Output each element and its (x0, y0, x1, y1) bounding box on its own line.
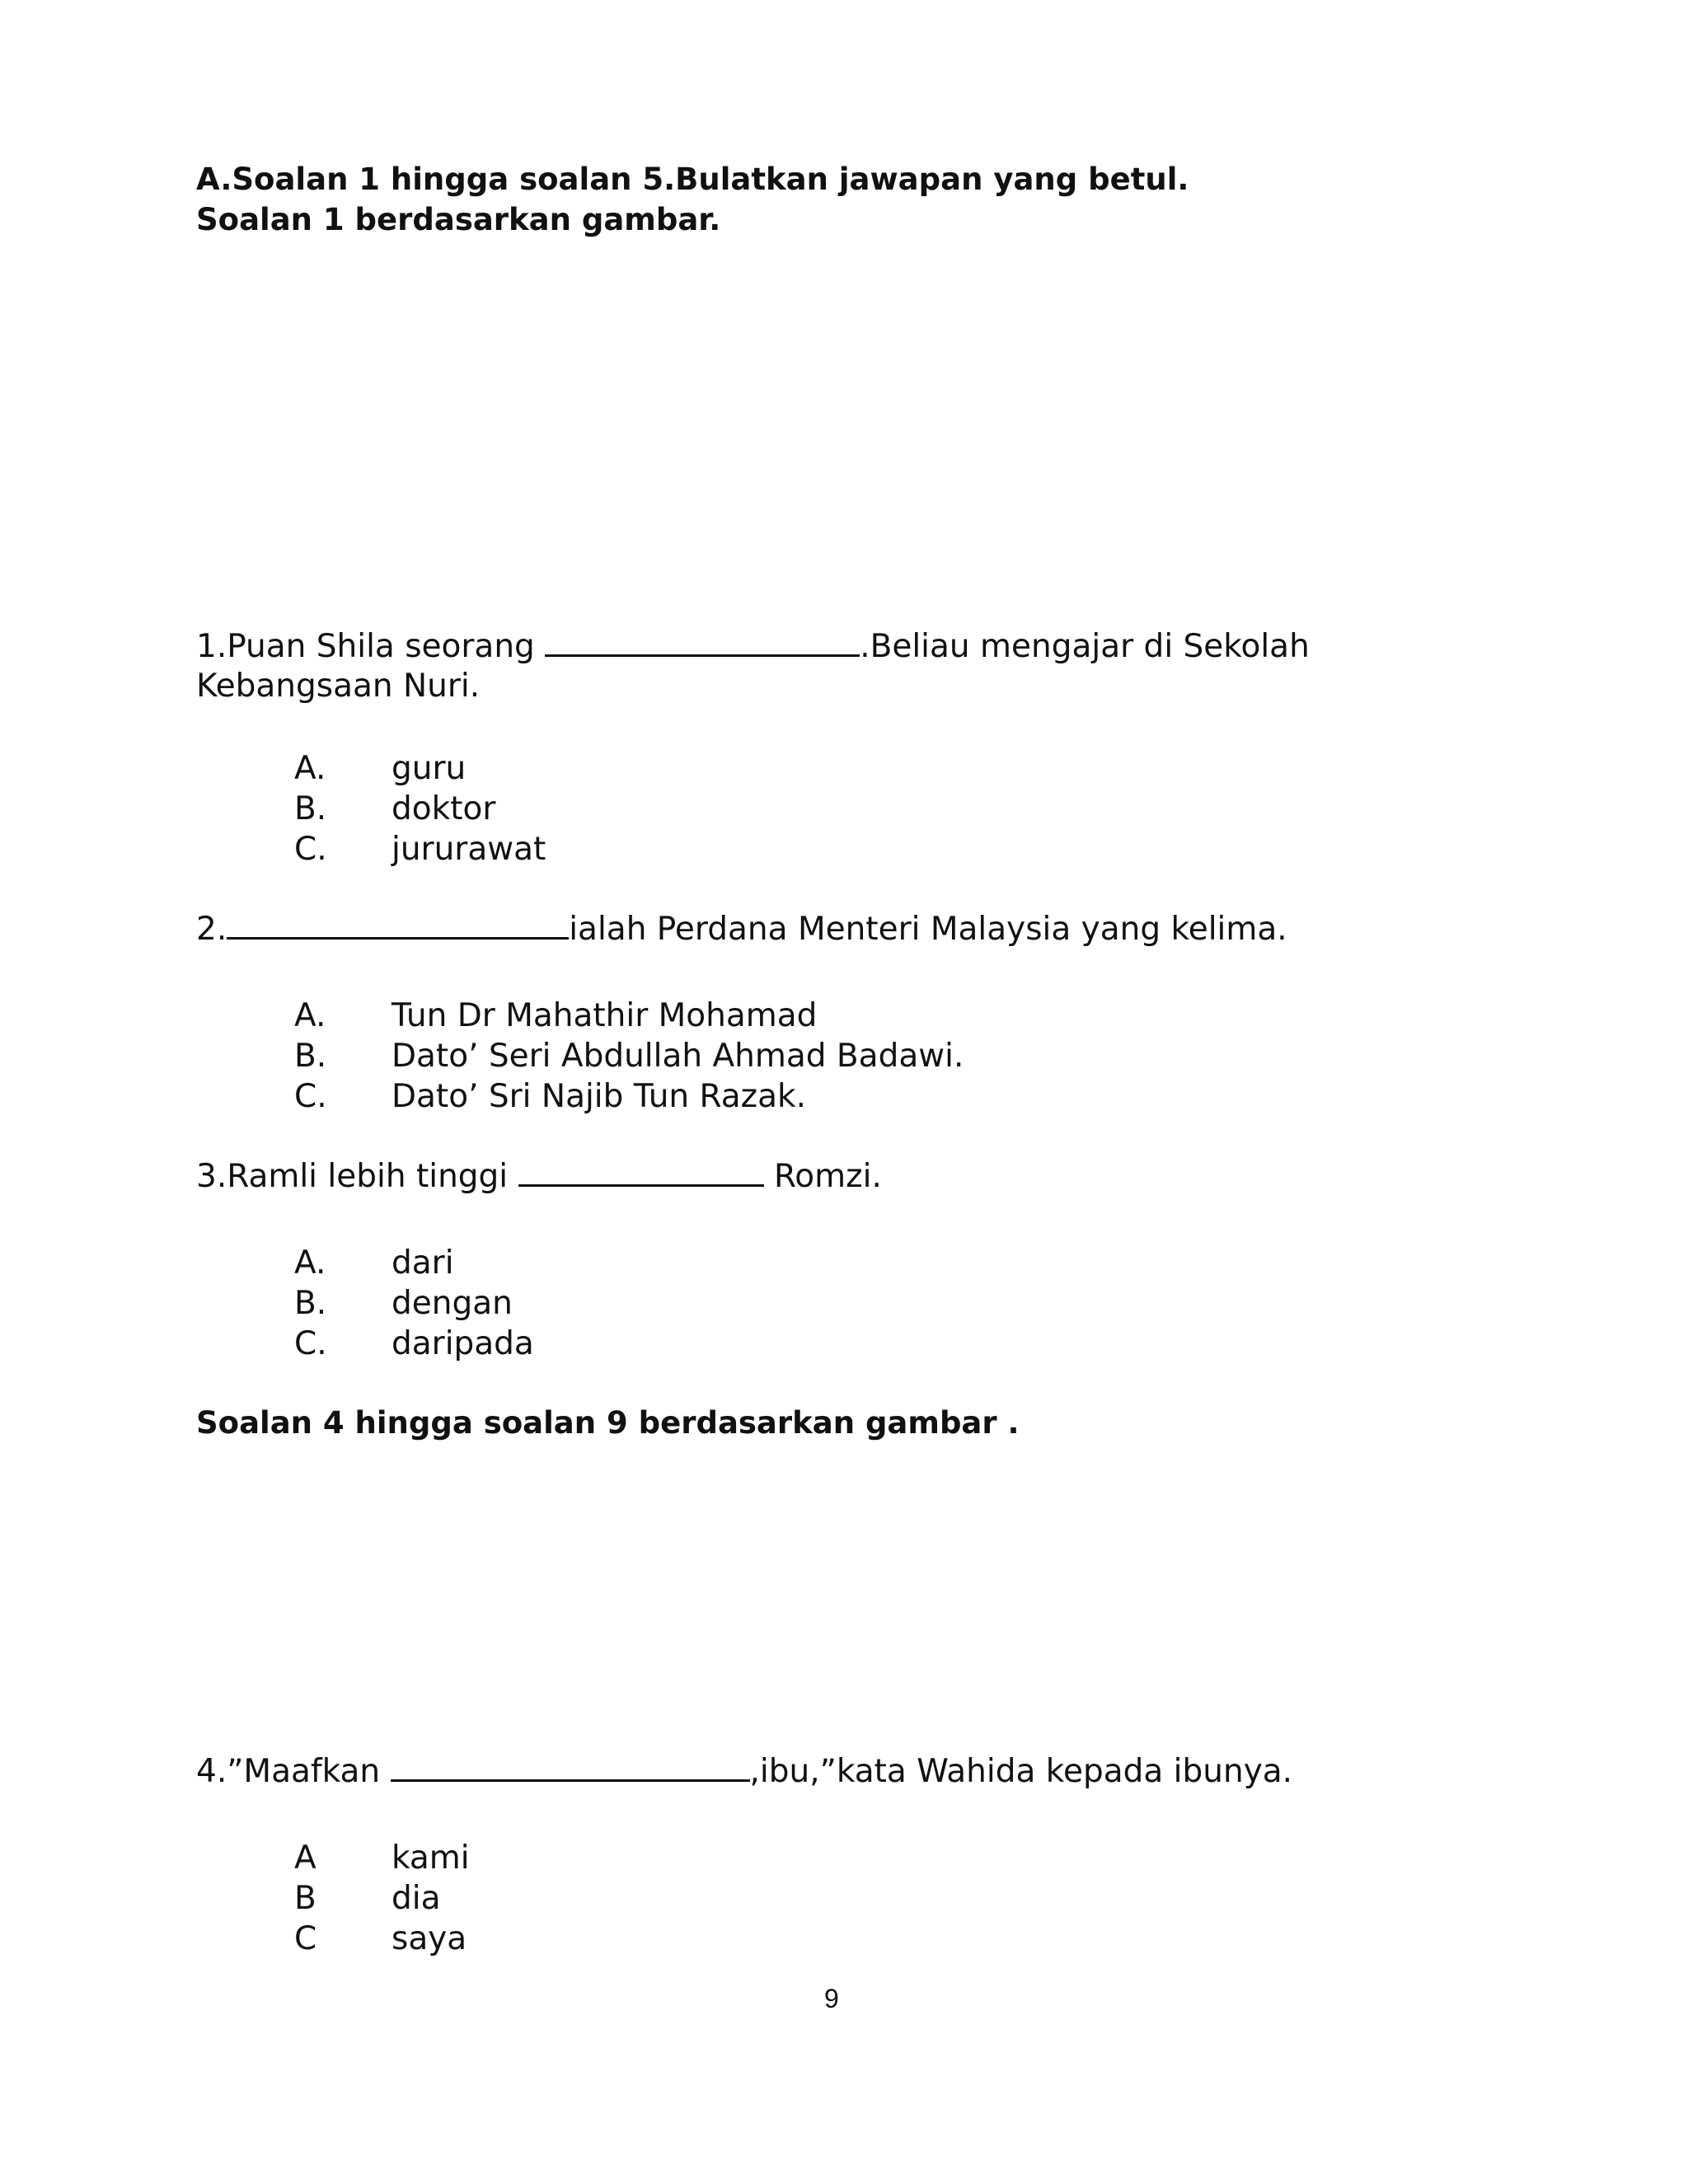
instruction-subheading: Soalan 1 berdasarkan gambar. (196, 202, 721, 237)
answer-blank-2[interactable] (227, 912, 569, 940)
option-text[interactable]: guru (392, 750, 467, 787)
question-2-prefix: 2. (196, 911, 227, 948)
option-letter: A. (294, 750, 326, 787)
option-letter: B. (294, 1038, 327, 1075)
question-2-suffix: ialah Perdana Menteri Malaysia yang kelima. (569, 911, 1287, 948)
question-3-suffix: Romzi. (763, 1158, 882, 1195)
option-letter: C. (294, 1078, 327, 1115)
option-letter: B. (294, 790, 327, 827)
option-letter: C. (294, 831, 327, 868)
answer-blank-3[interactable] (518, 1160, 764, 1187)
option-text[interactable]: daripada (392, 1325, 534, 1362)
option-text[interactable]: dari (392, 1244, 454, 1282)
question-4-suffix: ,ibu,”kata Wahida kepada ibunya. (749, 1753, 1293, 1790)
question-3-prefix: 3.Ramli lebih tinggi (196, 1158, 518, 1195)
option-letter: C (294, 1920, 317, 1957)
option-letter: B (294, 1880, 316, 1917)
answer-blank-1[interactable] (545, 630, 860, 657)
question-4-prefix: 4.”Maafkan (196, 1753, 391, 1790)
section-heading: Soalan 4 hingga soalan 9 berdasarkan gambar . (196, 1405, 1020, 1441)
option-text[interactable]: Dato’ Seri Abdullah Ahmad Badawi. (392, 1038, 964, 1075)
option-text[interactable]: jururawat (392, 831, 546, 868)
option-text[interactable]: kami (392, 1840, 470, 1877)
question-3 (196, 1158, 882, 1195)
option-text[interactable]: Dato’ Sri Najib Tun Razak. (392, 1078, 807, 1115)
option-letter: B. (294, 1285, 327, 1322)
question-2 (196, 911, 1287, 948)
question-1-prefix: 1.Puan Shila seorang (196, 628, 546, 665)
option-text[interactable]: saya (392, 1920, 467, 1957)
option-letter: A. (294, 1244, 326, 1282)
option-letter: A (294, 1840, 316, 1877)
question-4 (196, 1753, 1292, 1790)
question-1 (196, 628, 1310, 665)
option-letter: C. (294, 1325, 327, 1362)
page-number: 9 (824, 1984, 839, 2013)
option-text[interactable]: dia (392, 1880, 441, 1917)
option-text[interactable]: dengan (392, 1285, 513, 1322)
instruction-heading: A.Soalan 1 hingga soalan 5.Bulatkan jawapan yang betul. (196, 162, 1189, 197)
option-letter: A. (294, 997, 326, 1034)
option-text[interactable]: Tun Dr Mahathir Mohamad (392, 997, 818, 1034)
question-1-suffix: .Beliau mengajar di Sekolah (860, 628, 1310, 665)
answer-blank-4[interactable] (391, 1755, 750, 1782)
question-1-continuation: Kebangsaan Nuri. (196, 668, 481, 705)
option-text[interactable]: doktor (392, 790, 496, 827)
